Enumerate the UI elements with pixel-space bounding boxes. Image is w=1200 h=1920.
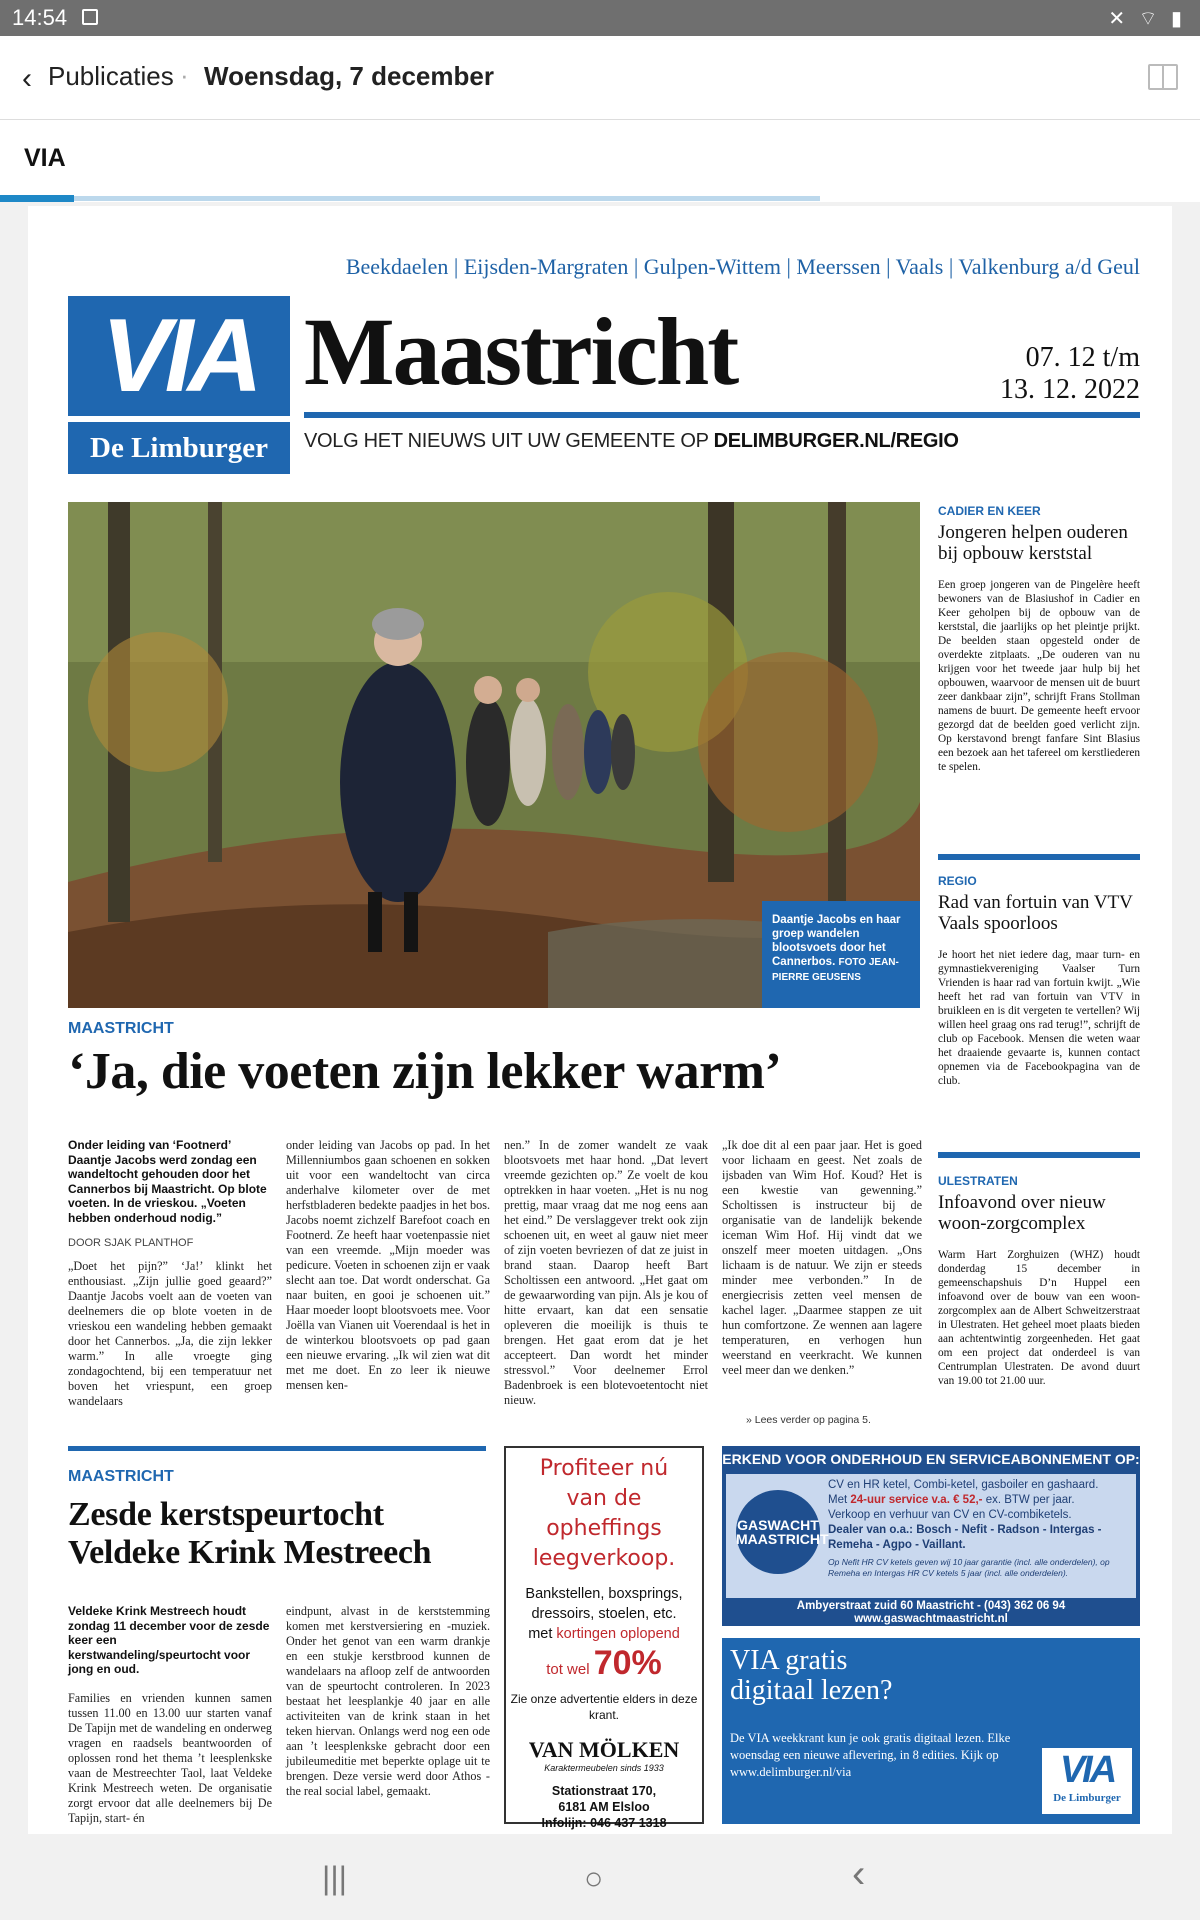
gas-address: Ambyerstraat zuid 60 Maastricht - (043) 362 06 94 — [796, 1600, 1066, 1612]
gaswacht-badge: GASWACHT MAASTRICHT — [736, 1490, 820, 1574]
main-col1-text: „Doet het pijn?” ‘Ja!’ klinkt het enthousiast. „Zijn jullie goed geaard?” Daantje Jacobs voelt aan de voeten van deelnemers die op blote voeten in de vrieskou een wandeling hebben gemaakt door het Cannerbos. „Ja, die zijn lekker warm.” In alle vroegte ging zondagochtend, bij een temperatuur net boven het vriespunt, een groep wandelaars — [68, 1259, 272, 1408]
furniture-address — [506, 1783, 702, 1831]
second-column-1 — [68, 1604, 272, 1826]
main-col3-text: nen.” In de zomer wandelt ze vaak blootsvoets met haar hond. „Dat levert vreemde gezichten op.” Ze voelt de kou optrekken in haar voeten. „Het is nu nog prettig, maar vraag dat me nog eens aan het eind.” De verslaggever trekt ook zijn schoenen uit, en weet al gauw niet meer of zijn voeten bevriezen of dat ze juist in brand staan. Daarop heeft Bart Scholtissen een antwoord. „Het gaat om de gewaarwording van pijn. Als je kou of hitte ervaart, kan dat een sensatie opleveren die moeilijk is thuis te brengen. Het gaat erom dat je het accepteert. Dan wordt het minder stressvol.” Voor deelnemer Errol Badenbroek is een blotevoetentocht niet nieuw. — [504, 1138, 708, 1407]
follow-line — [304, 430, 959, 453]
edition-line-2: 13. 12. 2022 — [1000, 374, 1140, 405]
book-icon[interactable] — [1148, 64, 1178, 90]
upto: tot wel — [546, 1661, 594, 1678]
home-icon[interactable]: ○ — [584, 1860, 604, 1896]
main-col4-text: „Ik doe dit al een paar jaar. Het is goed voor lichaam en geest. Net zoals de ijsbaden van Wim Hof. Koud? Het is een kwestie van gewenning.” Scholtissen is instructeur bij de organisatie van de landelijk bekende iceman Wim Hof. Hij vindt dat we onszelf meer moeten uitdagen. „Ons lichaam is de natuur. We zijn er steeds minder mee verbonden.” In de energiecrisis zetten veel mensen de kachel lager. „Daarmee stappen ze uit hun comfortzone. Ze wennen aan lagere temperaturen, en verhogen hun weerstand en veerkracht. We kunnen veel meer dan we denken.” — [722, 1138, 922, 1377]
gas-url[interactable]: www.gaswachtmaastricht.nl — [854, 1613, 1008, 1625]
via-digital-h1: VIA gratis — [730, 1645, 848, 1676]
region-list: Beekdaelen | Eijsden-Margraten | Gulpen-Wittem | Meerssen | Vaals | Valkenburg a/d Geul — [345, 254, 1140, 279]
masthead: Maastricht — [304, 298, 738, 405]
gas-line-2-red: 24-uur service v.a. € 52,- — [850, 1494, 983, 1506]
gas-line-3: Verkoop en verhuur van CV en CV-combiketels. — [828, 1509, 1072, 1521]
gaswacht-ad[interactable] — [722, 1446, 1140, 1626]
main-col2-text: onder leiding van Jacobs op pad. In het Millenniumbos gaan schoenen en sokken uit voor een wandeltocht van circa anderhalve kilometer over de met herfstbladeren bedekte paadjes in het bos. Jacobs noemt zichzelf Barefoot coach en Footnerd. Ze heeft haar voetenpassie niet van een vreemde. „Mijn moeder was pedicure. Voeten in schoenen zijn er vaak slecht aan toe. Dat wordt onderschat. Ga naar buiten, en gooi je schoenen uit.” Haar moeder loopt blootsvoets mee. Voor Joëlla van Vianen uit Voerendaal is het in de winterkou blootsvoets op pad gaan een nieuwe ervaring. „Ik wil zien wat dit met me doet. En zo leer ik nieuwe mensen ken- — [286, 1138, 490, 1392]
gallery-icon — [82, 9, 98, 25]
offer-pre: met — [528, 1626, 557, 1642]
recent-apps-icon[interactable]: ||| — [322, 1860, 347, 1896]
second-col2-text: eindpunt, alvast in de kerststemming komen met kerstversiering en -muziek. Onder het genot van een warm drankje en een stukje kerstbrood kunnen de wandelaars na afloop zelf de antwoorden van de speurtocht controleren. In 2023 bestaat het leesplankje 40 jaar en alle activiteiten van de krink staan in het teken hiervan. Onlangs werd nog een ode aan ’t leesplenkske gebracht door een jubileumeditie met beperkte oplage uit te brengen. Deze versie werd door Athos - the real social label, gemaakt. — [286, 1604, 490, 1798]
furniture-ad-offer — [506, 1624, 702, 1644]
second-lead: Veldeke Krink Mestreech houdt zondag 11 december voor de zesde keer een kerstwandeling/speurtocht voor jong en oud. — [68, 1604, 270, 1676]
read-on-link[interactable]: » Lees verder op pagina 5. — [746, 1414, 871, 1426]
follow-link: DELIMBURGER.NL/REGIO — [713, 430, 959, 452]
progress-track — [0, 196, 820, 201]
furniture-addr-1: Stationstraat 170, — [551, 1784, 657, 1798]
caption-credit: FOTO JEAN-PIERRE GEUSENS — [772, 957, 899, 983]
gaswacht-body — [726, 1474, 1136, 1598]
furniture-ad-line-2: van de opheffings — [546, 1486, 662, 1541]
furniture-ad-items: Bankstellen, boxsprings, dressoirs, stoelen, etc. — [525, 1586, 683, 1622]
side-2-title[interactable]: Rad van fortuin van VTV Vaals spoorloos — [938, 892, 1133, 934]
side-article-2 — [938, 874, 1140, 1088]
gaswacht-footer — [722, 1600, 1140, 1626]
publications-back-link[interactable]: Publicaties — [48, 61, 174, 91]
via-digital-logo-sub: De Limburger — [1053, 1792, 1121, 1804]
edition-dates — [928, 342, 1140, 406]
furniture-ad-line-1: Profiteer nú — [539, 1456, 669, 1481]
side-2-text: Je hoort het niet iedere dag, maar turn- en gymnastiekvereniging Vaalser Turn Vrienden is haar rad van fortuin kwijt. „Wie heeft het rad van fortuin van VTV in bruikleen en is dit vergeten te vertellen? Wij willen heel graag ons rad terug!”, schrijft de club op Facebook. Mensen die weten waar het draaiende gevaarte is, kunnen contact opnemen via de Facebookpagina van de club. — [938, 949, 1140, 1087]
furniture-brand: VAN MÖLKEN — [528, 1737, 680, 1762]
furniture-brand-sub: Karaktermeubelen sinds 1933 — [544, 1763, 664, 1773]
side-3-text: Warm Hart Zorghuizen (WHZ) houdt donderdag 15 december in gemeenschapshuis D’n Huppel een infoavond over de bouw van een woon-zorgcomplex aan de Albert Schweitzerstraat in Ulestraten. Het geheel moet plaats bieden aan achtentwintig zorgeenheden. Het gaat om een project dat onderdeel is van Centrumplan Ulestraten. De avond duurt van 19.00 tot 21.00 uur. — [938, 1249, 1140, 1387]
issue-date: Woensdag, 7 december — [204, 61, 494, 91]
back-icon[interactable]: ‹ — [852, 1852, 866, 1896]
gaswacht-header: ERKEND VOOR ONDERHOUD EN SERVICEABONNEMENT OP: — [722, 1451, 1140, 1467]
second-kicker: MAASTRICHT — [68, 1468, 174, 1485]
side-rule-1 — [938, 854, 1140, 860]
second-headline[interactable]: Zesde kerstspeurtocht Veldeke Krink Mestreech — [68, 1496, 432, 1571]
logo-sub: De Limburger — [68, 422, 290, 474]
status-time: 14:54 — [12, 5, 68, 30]
side-3-kicker: ULESTRATEN — [938, 1174, 1018, 1188]
gas-line-1: CV en HR ketel, Combi-ketel, gasboiler en gashaard. — [828, 1479, 1099, 1491]
separator-dot: · — [180, 60, 189, 90]
via-digital-logo-text: VIA — [1059, 1749, 1115, 1791]
app-bar — [0, 36, 1200, 120]
side-rule-2 — [938, 1152, 1140, 1158]
second-col1-text: Families en vrienden kunnen samen tussen 11.00 en 13.00 uur starten vanaf De Tapijn met de wandeling en onderweg vragen en raadsels beantwoorden of oplossen rond het thema ’t leesplenkske vaan de Mestreechter Taol, laat Veldeke Krink Mestreech weten. De organisatie zorgt ervoor dat alle deelnemers bij De Tapijn, start- én — [68, 1690, 272, 1825]
furniture-ad-percent-line — [506, 1644, 702, 1683]
via-digital-ad[interactable] — [722, 1638, 1140, 1824]
gas-line-2 — [828, 1493, 1128, 1508]
gas-small: Op Nefit HR CV ketels geven wij 10 jaar garantie (incl. alle onderdelen), op Remeha en Intergas HR CV ketels 5 jaar (incl. alle onderdelen). — [828, 1557, 1110, 1578]
via-digital-logo — [1042, 1748, 1132, 1814]
status-icons: ✕ ⌔ ▮ — [1108, 8, 1186, 30]
photo-caption — [762, 901, 920, 1008]
main-kicker: MAASTRICHT — [68, 1020, 174, 1037]
reading-progress — [0, 195, 1200, 202]
logo-text: VIA — [68, 296, 290, 416]
via-logo — [68, 296, 290, 474]
discount-percent: 70% — [593, 1644, 662, 1682]
caption-text: Daantje Jacobs en haar groep wandelen blootsvoets door het Cannerbos. — [772, 914, 901, 968]
edition-line-1: 07. 12 t/m — [1025, 342, 1140, 373]
furniture-addr-2: 6181 AM Elsloo — [558, 1800, 650, 1814]
main-lead: Onder leiding van ‘Footnerd’ Daantje Jacobs werd zondag een wandeltocht gehouden door het Cannerbos bij Maastricht. Op blote voeten. In de vrieskou. „Voeten hebben onderhoud nodig.” — [68, 1138, 267, 1225]
follow-pre: VOLG HET NIEUWS UIT UW GEMEENTE OP — [304, 430, 714, 452]
second-article-rule — [68, 1446, 486, 1451]
via-digital-text: De VIA weekkrant kun je ook gratis digitaal lezen. Elke woensdag een nieuwe aflevering, in 8 edities. Kijk op www.delimburger.nl/via — [730, 1731, 1011, 1779]
progress-fill — [0, 195, 74, 202]
gas-line-2-pre: Met — [828, 1494, 851, 1506]
gas-line-4: Dealer van o.a.: Bosch - Nefit - Radson - Intergas - Remeha - Agpo - Vaillant. — [828, 1524, 1102, 1551]
side-1-kicker: CADIER EN KEER — [938, 504, 1041, 518]
back-chevron-icon[interactable]: ‹ — [22, 62, 32, 95]
side-article-1 — [938, 504, 1140, 774]
furniture-phone: Infolijn: 046 437 1318 — [541, 1816, 667, 1830]
furniture-ad-note: Zie onze advertentie elders in deze krant. — [510, 1692, 698, 1722]
furniture-ad-line-3: leegverkoop. — [532, 1546, 676, 1571]
via-digital-heading — [730, 1646, 892, 1706]
side-article-3 — [938, 1174, 1140, 1388]
side-2-kicker: REGIO — [938, 874, 977, 888]
offer-red: kortingen oplopend — [556, 1626, 680, 1642]
via-digital-h2: digitaal lezen? — [730, 1675, 893, 1706]
side-1-title[interactable]: Jongeren helpen ouderen bij opbouw kerststal — [938, 522, 1128, 564]
status-bar — [0, 0, 1200, 36]
gas-line-2-post: ex. BTW per jaar. — [982, 1494, 1075, 1506]
furniture-ad-headline — [506, 1454, 702, 1574]
section-bar — [0, 120, 1200, 198]
main-headline[interactable]: ‘Ja, die voeten zijn lekker warm’ — [68, 1043, 782, 1100]
main-byline: DOOR SJAK PLANTHOF — [68, 1237, 194, 1249]
masthead-rule — [304, 412, 1140, 418]
furniture-ad[interactable] — [504, 1446, 704, 1830]
side-3-title[interactable]: Infoavond over nieuw woon-zorgcomplex — [938, 1192, 1106, 1234]
system-nav-bar — [0, 1840, 1200, 1920]
side-1-text: Een groep jongeren van de Pingelère heeft bewoners van de Blasiushof in Cadier en Keer geholpen bij de opbouw van de kerststal, die jaarlijks op het pleintje prijkt. De beelden staan opgesteld onder de overdekte zitplaats. „De ouderen van nu krijgen voor het tweede jaar hulp bij het opbouwen, waarvoor de mensen uit de buurt zeer dankbaar zijn”, schrijft Frans Stollman namens de buurt. De gemeente heeft ervoor gezorgd dat de beelden goed verlicht zijn. Op kerstavond brengt fanfare Sint Blasius een bezoek aan het tafereel om kerstliederen te spelen. — [938, 579, 1140, 773]
gaswacht-text — [828, 1478, 1128, 1579]
section-title: VIA — [24, 144, 66, 172]
newspaper-page[interactable] — [28, 206, 1172, 1834]
article-column-1 — [68, 1138, 272, 1409]
